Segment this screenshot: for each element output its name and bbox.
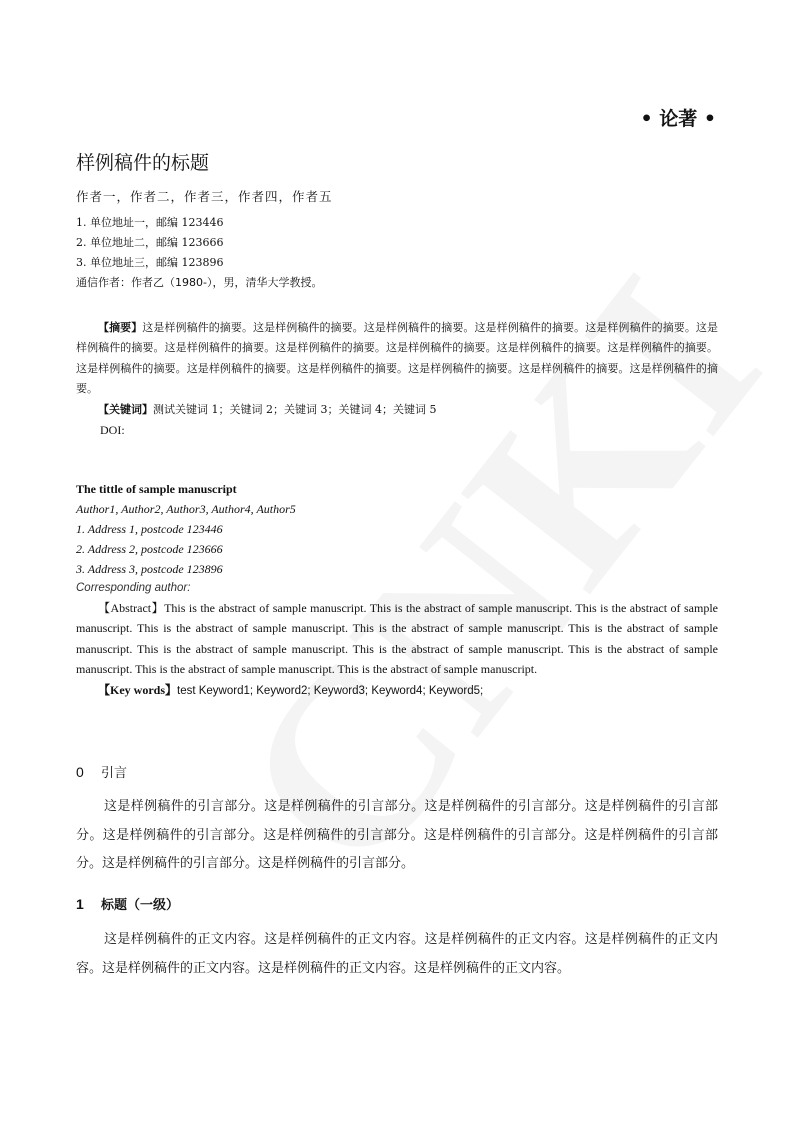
abstract-text-en: This is the abstract of sample manuscript. This is the abstract of sample manuscript. This is the abstract of sample manuscript. This is the abstract of sample manuscript. This is the abstract of sample manuscript. This is the abstract of sample manuscript. This is the abstract of sample manuscript. This is the abstract of sample manuscript. This is the abstract of sample manuscript. This is the abstract of sample manuscript. This is the abstract of sample manuscript. — [76, 601, 718, 676]
section-heading — [76, 762, 127, 781]
affiliation-en: 1. Address 1, postcode 123446 — [76, 522, 223, 536]
section-tag: • 论著 • — [640, 108, 716, 130]
section-body: 这是样例稿件的正文内容。这是样例稿件的正文内容。这是样例稿件的正文内容。这是样例稿件的正文内容。这是样例稿件的正文内容。这是样例稿件的正文内容。这是样例稿件的正文内容。 — [76, 932, 718, 976]
keywords-text-en: test Keyword1; Keyword2; Keyword3; Keyword4; Keyword5; — [177, 685, 484, 697]
doi: DOI: — [100, 423, 125, 437]
author-list-cn: 作者一，作者二，作者三，作者四，作者五 — [76, 189, 333, 204]
keywords-label-cn: 【关键词】 — [98, 403, 153, 416]
section-number: 1 — [76, 896, 84, 912]
affiliation-cn: 3. 单位地址三，邮编 123896 — [76, 256, 224, 269]
section-title: 引言 — [101, 766, 128, 781]
section-heading — [76, 894, 179, 913]
keywords-text-cn: 测试关键词 1；关键词 2；关键词 3；关键词 4；关键词 5 — [153, 403, 437, 416]
keywords-en — [98, 681, 483, 698]
affiliation-en: 3. Address 3, postcode 123896 — [76, 562, 223, 576]
keywords-label-en: 【Key words】 — [98, 683, 177, 697]
section-title: 标题（一级） — [101, 898, 180, 913]
abstract-label-cn: 【摘要】 — [98, 321, 143, 334]
paper-title-en: The tittle of sample manuscript — [76, 482, 237, 496]
abstract-cn — [76, 318, 718, 399]
affiliation-cn: 1. 单位地址一，邮编 123446 — [76, 216, 224, 229]
paper-title-cn: 样例稿件的标题 — [76, 152, 210, 174]
section-body: 这是样例稿件的引言部分。这是样例稿件的引言部分。这是样例稿件的引言部分。这是样例稿件的引言部分。这是样例稿件的引言部分。这是样例稿件的引言部分。这是样例稿件的引言部分。这是样例稿件的引言部分。这是样例稿件的引言部分。这是样例稿件的引言部分。 — [76, 799, 718, 871]
affiliation-cn: 2. 单位地址二，邮编 123666 — [76, 236, 224, 249]
section-number: 0 — [76, 764, 84, 780]
abstract-label-en: 【Abstract】 — [98, 601, 165, 615]
corresponding-author-en: Corresponding author: — [76, 582, 191, 594]
keywords-cn — [98, 401, 436, 417]
affiliation-en: 2. Address 2, postcode 123666 — [76, 542, 223, 556]
abstract-en — [76, 598, 718, 679]
abstract-text-cn: 这是样例稿件的摘要。这是样例稿件的摘要。这是样例稿件的摘要。这是样例稿件的摘要。这是样例稿件的摘要。这是样例稿件的摘要。这是样例稿件的摘要。这是样例稿件的摘要。这是样例稿件的摘要。这是样例稿件的摘要。这是样例稿件的摘要。这是样例稿件的摘要。这是样例稿件的摘要。这是样例稿件的摘要。这是样例稿件的摘要。这是样例稿件的摘要。这是样例稿件的摘要。 — [76, 321, 719, 395]
corresponding-author-cn: 通信作者：作者乙（1980-），男，清华大学教授。 — [76, 276, 323, 289]
author-list-en: Author1, Author2, Author3, Author4, Author5 — [76, 502, 296, 516]
